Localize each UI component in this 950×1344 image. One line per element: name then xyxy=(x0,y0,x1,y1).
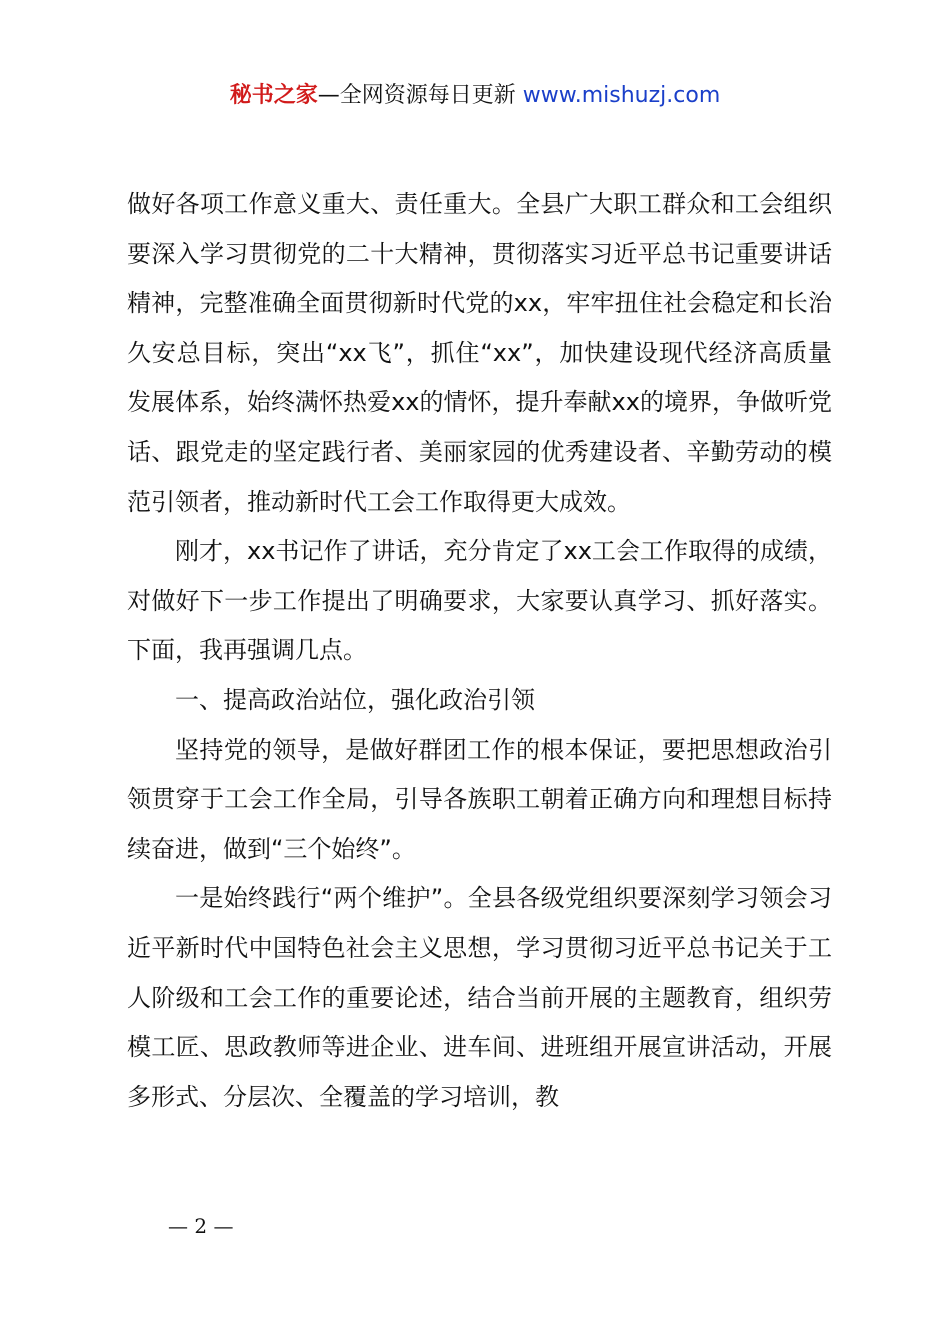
paragraph: 一是始终践行“两个维护”。全县各级党组织要深刻学习领会习近平新时代中国特色社会主义思想，学习贯彻习近平总书记关于工人阶级和工会工作的重要论述，结合当前开展的主题教育，组织劳模工匠、思政教师等进企业、进车间、进班组开展宣讲活动，开展多形式、分层次、全覆盖的学习培训，教 xyxy=(127,884,832,1111)
banner-brand: 秘书之家 xyxy=(229,83,318,108)
paragraph: 坚持党的领导，是做好群团工作的根本保证，要把思想政治引领贯穿于工会工作全局，引导各族职工朝着正确方向和理想目标持续奋进，做到“三个始终”。 xyxy=(127,735,832,863)
banner-url-link[interactable]: www.mishuzj.com xyxy=(522,83,721,108)
paragraph-continuation: 做好各项工作意义重大、责任重大。全县广大职工群众和工会组织要深入学习贯彻党的二十大精神，贯彻落实习近平总书记重要讲话精神，完整准确全面贯彻新时代党的xx，牢牢扭住社会稳定和长治久安总目标，突出“xx飞”，抓住“xx”，加快建设现代经济高质量发展体系，始终满怀热爱xx的情怀，提升奉献xx的境界，争做听党话、跟党走的坚定践行者、美丽家园的优秀建设者、辛勤劳动的模范引领者，推动新时代工会工作取得更大成效。 xyxy=(127,190,832,516)
page-number: — 2 — xyxy=(168,1214,234,1238)
section-heading: 一、提高政治站位，强化政治引领 xyxy=(175,685,535,714)
site-banner xyxy=(0,80,950,112)
document-body xyxy=(127,180,832,1122)
banner-tagline: —全网资源每日更新 xyxy=(317,83,523,108)
paragraph: 刚才，xx书记作了讲话，充分肯定了xx工会工作取得的成绩，对做好下一步工作提出了明确要求，大家要认真学习、抓好落实。下面，我再强调几点。 xyxy=(127,537,832,665)
